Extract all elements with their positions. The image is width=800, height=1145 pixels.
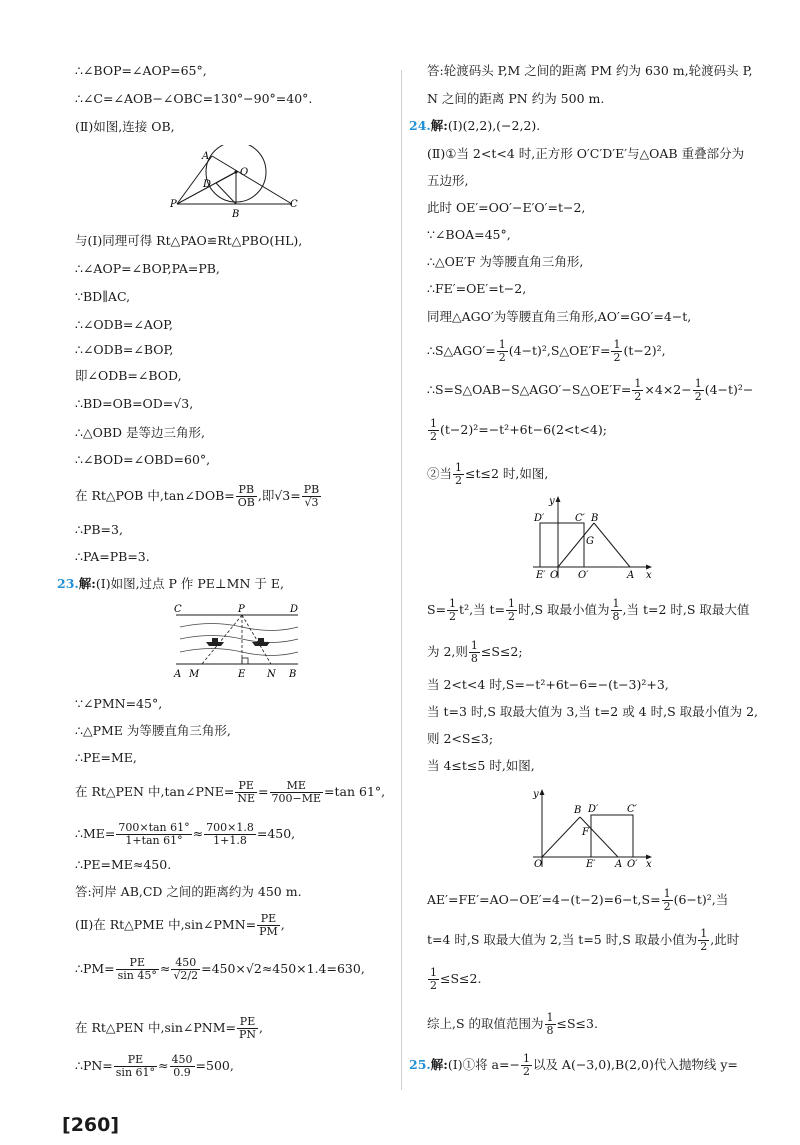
text-line: 同理△AGO′为等腰直角三角形,AO′=GO′=4−t,: [427, 309, 692, 324]
denominator: OB: [237, 496, 255, 509]
text-line: [75, 822, 295, 847]
text-span: 在 Rt△PEN 中,sin∠PNM=: [75, 1020, 236, 1035]
numerator: 1: [470, 639, 478, 652]
text-span: ≤S≤2.: [440, 971, 482, 986]
denominator: 8: [470, 652, 478, 665]
denominator: 2: [455, 474, 463, 487]
text-line: 当 2<t<4 时,S=−t²+6t−6=−(t−3)²+3,: [427, 677, 669, 692]
text-line: ∵BD∥AC,: [75, 289, 131, 304]
text-line: ∴∠ODB=∠BOP,: [75, 342, 174, 357]
text-line: 即∠ODB=∠BOD,: [75, 368, 182, 383]
denominator: 2: [430, 430, 437, 443]
fraction: [698, 928, 709, 953]
question-24-heading: [409, 118, 540, 134]
denominator: 2: [430, 979, 437, 992]
numerator: PE: [116, 957, 159, 970]
text-line: ∴△PME 为等腰直角三角形,: [75, 723, 231, 738]
denominator: √3: [304, 496, 319, 509]
text-span: t²,当 t=: [459, 602, 506, 617]
axis-label: x: [646, 859, 652, 870]
text-line: 此时 OE′=OO′−E′O′=t−2,: [427, 200, 586, 215]
axis-label: y: [533, 789, 539, 800]
denominator: 1+tan 61°: [125, 834, 183, 847]
point-label: F: [582, 827, 589, 838]
numerator: 1: [634, 377, 642, 390]
text-span: 时,S 取最小值为: [518, 602, 610, 617]
text-span: ≤t≤2 时,如图,: [465, 466, 549, 481]
text-line: N 之间的距离 PN 约为 500 m.: [427, 91, 605, 106]
numerator: 1: [430, 417, 437, 430]
fraction: [170, 1054, 195, 1079]
text-span: 在 Rt△PEN 中,tan∠PNE=: [75, 784, 235, 799]
text-line: ∴PB=3,: [75, 522, 123, 537]
text-span: ≤S≤2;: [480, 644, 523, 659]
fraction: [632, 378, 643, 403]
text-span: 为 2,则: [427, 644, 468, 659]
denominator: PN: [239, 1028, 257, 1041]
river-ferry-figure: [172, 602, 302, 682]
text-line: 五边形,: [427, 173, 469, 188]
text-line: ∴BD=OB=OD=√3,: [75, 396, 194, 411]
denominator: 2: [634, 390, 642, 403]
question-number: 25.: [409, 1057, 431, 1072]
numerator: 1: [449, 597, 457, 610]
point-label: D′: [534, 513, 545, 524]
fraction: [302, 484, 322, 509]
fraction: [257, 913, 280, 938]
text-line: [75, 484, 322, 509]
text-line: [427, 928, 739, 953]
text-span: ∴PN=: [75, 1058, 113, 1073]
text-line: [427, 967, 481, 992]
denominator: 2: [613, 351, 621, 364]
text-line: [427, 339, 666, 364]
fraction: [611, 339, 622, 364]
solution-label: 解:: [430, 118, 448, 133]
column-divider: [401, 70, 402, 1090]
fraction: [171, 957, 200, 982]
text-line: ∴∠BOP=∠AOP=65°,: [75, 63, 207, 78]
point-label: E′: [586, 859, 596, 870]
text-span: =500,: [195, 1058, 234, 1073]
fraction: [116, 957, 159, 982]
numerator: PB: [236, 484, 257, 497]
point-label: A: [174, 669, 182, 680]
text-line: [427, 462, 548, 487]
fraction: [453, 462, 464, 487]
text-line: [427, 598, 749, 623]
question-number: 24.: [409, 118, 431, 133]
text-span: ≈: [192, 826, 204, 841]
point-label: M: [189, 669, 200, 680]
text-span: (Ⅰ)①将 a=−: [447, 1057, 520, 1072]
text-line: 与(Ⅰ)同理可得 Rt△PAO≌Rt△PBO(HL),: [75, 233, 303, 248]
point-label: B: [289, 669, 297, 680]
text-span: 在 Rt△POB 中,tan∠DOB=: [75, 488, 235, 503]
text-span: 综上,S 的取值范围为: [427, 1016, 544, 1031]
text-span: ∴S△AGO′=: [427, 343, 496, 358]
fraction: [114, 1054, 157, 1079]
fraction: [270, 780, 324, 805]
text-span: ,即√3=: [257, 488, 301, 503]
text-line: (Ⅱ)①当 2<t<4 时,正方形 O′C′D′E′与△OAB 重叠部分为: [427, 146, 745, 161]
text-span: =tan 61°,: [324, 784, 386, 799]
text-line: ∵∠PMN=45°,: [75, 696, 163, 711]
text-span: ,: [259, 1020, 264, 1035]
text-line: [75, 1016, 263, 1041]
text-line: ∴∠ODB=∠AOP,: [75, 317, 173, 332]
text-span: ≤S≤3.: [556, 1016, 598, 1031]
text-line: ∴∠BOD=∠OBD=60°,: [75, 452, 211, 467]
point-label: O′: [578, 570, 589, 580]
text-line: [75, 780, 385, 805]
text-line: [427, 418, 607, 443]
point-label: P: [238, 604, 245, 615]
text-line: 答:河岸 AB,CD 之间的距离约为 450 m.: [75, 884, 302, 899]
fraction: [447, 598, 458, 623]
point-label: C: [174, 604, 182, 615]
text-span: AE′=FE′=AO−OE′=4−(t−2)=6−t,S=: [427, 892, 661, 907]
denominator: 0.9: [173, 1066, 191, 1079]
text-line: 答:轮渡码头 P,M 之间的距离 PM 约为 630 m,轮渡码头 P,: [427, 63, 753, 78]
text-span: (4−t)²−: [704, 382, 754, 397]
text-span: ,: [280, 917, 285, 932]
denominator: 2: [498, 351, 506, 364]
question-25-heading: [409, 1053, 738, 1078]
numerator: 700×1.8: [206, 821, 254, 834]
text-span: (4−t)²,S△OE′F=: [508, 343, 611, 358]
text-line: ∴PA=PB=3.: [75, 549, 150, 564]
point-label: D: [290, 604, 299, 615]
fraction: [204, 822, 256, 847]
point-label: D: [203, 179, 212, 190]
circle-tangent-figure: [170, 145, 300, 220]
text-span: =450,: [256, 826, 296, 841]
point-label: A: [615, 859, 623, 870]
denominator: 8: [612, 610, 620, 623]
text-line: [75, 957, 365, 982]
point-label: B: [574, 805, 582, 816]
text-line: [427, 378, 753, 403]
point-label: C′: [575, 513, 585, 524]
page-number: [260]: [62, 1114, 120, 1136]
text-line: ∴∠AOP=∠BOP,PA=PB,: [75, 261, 220, 276]
fraction: [693, 378, 704, 403]
text-span: =450×√2≈450×1.4=630,: [201, 961, 365, 976]
text-span: S=: [427, 602, 447, 617]
numerator: 1: [612, 597, 620, 610]
text-span: ≈: [159, 961, 171, 976]
point-label: P: [170, 199, 177, 210]
fraction: [428, 418, 439, 443]
solution-label: 解:: [430, 1057, 448, 1072]
point-label: G: [586, 536, 594, 547]
point-label: O: [550, 570, 559, 580]
numerator: 1: [663, 887, 671, 900]
text-span: 以及 A(−3,0),B(2,0)代入抛物线 y=: [532, 1057, 738, 1072]
numerator: 450: [171, 1053, 193, 1066]
text-line: ∴∠C=∠AOB−∠OBC=130°−90°=40°.: [75, 91, 313, 106]
numerator: 1: [498, 338, 506, 351]
point-label: B: [591, 513, 599, 524]
fraction: [237, 1016, 258, 1041]
text-line: [427, 888, 728, 913]
text-line: [427, 1012, 598, 1037]
text-line: (Ⅱ)如图,连接 OB,: [75, 119, 175, 134]
denominator: 2: [663, 900, 671, 913]
denominator: 700−ME: [271, 792, 322, 805]
point-label: C′: [627, 804, 637, 815]
text-span: ∴PM=: [75, 961, 115, 976]
text-line: ∴FE′=OE′=t−2,: [427, 281, 527, 296]
point-label: E: [238, 669, 246, 680]
denominator: 8: [546, 1024, 554, 1037]
fraction: [116, 822, 191, 847]
numerator: 450: [171, 957, 200, 970]
point-label: A: [627, 570, 635, 580]
axis-label: x: [646, 570, 652, 580]
denominator: PM: [259, 925, 278, 938]
fraction: [469, 640, 480, 665]
numerator: 1: [700, 927, 708, 940]
text-span: (6−t)²,当: [673, 892, 729, 907]
text-span: ②当: [427, 466, 453, 481]
text-span: (Ⅰ)如图,过点 P 作 PE⊥MN 于 E,: [95, 576, 284, 591]
numerator: 1: [613, 338, 621, 351]
text-span: (Ⅱ)在 Rt△PME 中,sin∠PMN=: [75, 917, 257, 932]
text-line: 当 t=3 时,S 取最大值为 3,当 t=2 或 4 时,S 取最小值为 2,: [427, 704, 759, 719]
numerator: 700×tan 61°: [118, 821, 190, 834]
fraction: [506, 598, 517, 623]
numerator: 1: [546, 1011, 554, 1024]
question-23-heading: [57, 576, 284, 592]
coordinate-figure-1: [528, 492, 658, 580]
text-line: ∴△OE′F 为等腰直角三角形,: [427, 254, 584, 269]
denominator: 1+1.8: [213, 834, 247, 847]
point-label: O′: [627, 859, 638, 870]
text-span: ≈: [158, 1058, 169, 1073]
text-span: ∴ME=: [75, 826, 116, 841]
numerator: ME: [270, 780, 324, 793]
point-label: O: [534, 859, 543, 870]
text-line: [75, 1054, 234, 1079]
numerator: 1: [522, 1052, 530, 1065]
denominator: √2/2: [173, 969, 199, 982]
text-span: ∴S=S△OAB−S△AGO′−S△OE′F=: [427, 382, 632, 397]
point-label: O: [240, 167, 249, 178]
solution-label: 解:: [78, 576, 96, 591]
numerator: PE: [257, 913, 280, 926]
denominator: 2: [508, 610, 516, 623]
text-line: 则 2<S≤3;: [427, 731, 494, 746]
text-span: =: [258, 784, 269, 799]
fraction: [235, 780, 257, 805]
text-span: ×4×2−: [644, 382, 692, 397]
denominator: sin 61°: [115, 1066, 156, 1079]
denominator: NE: [237, 792, 256, 805]
point-label: C: [290, 199, 298, 210]
point-label: N: [267, 669, 276, 680]
text-line: [427, 640, 523, 665]
numerator: 1: [694, 377, 702, 390]
point-label: E′: [536, 570, 546, 580]
text-line: ∴△OBD 是等边三角形,: [75, 425, 205, 440]
numerator: PE: [237, 1016, 258, 1029]
fraction: [497, 339, 508, 364]
text-span: (t−2)²=−t²+6t−6(2<t<4);: [440, 422, 607, 437]
point-label: B: [232, 209, 240, 220]
numerator: 1: [430, 966, 437, 979]
text-line: ∴PE=ME,: [75, 750, 137, 765]
text-span: ,当 t=2 时,S 取最大值: [622, 602, 750, 617]
fraction: [662, 888, 673, 913]
coordinate-figure-2: [528, 785, 658, 870]
denominator: sin 45°: [117, 969, 157, 982]
fraction: [611, 598, 622, 623]
text-line: 当 4≤t≤5 时,如图,: [427, 758, 535, 773]
text-span: (t−2)²,: [623, 343, 666, 358]
text-span: ,此时: [710, 932, 740, 947]
fraction: [428, 967, 439, 992]
fraction: [521, 1053, 532, 1078]
denominator: 2: [449, 610, 457, 623]
point-label: A: [202, 151, 210, 162]
denominator: 2: [522, 1065, 530, 1078]
denominator: 2: [694, 390, 702, 403]
denominator: 2: [700, 940, 708, 953]
text-span: t=4 时,S 取最大值为 2,当 t=5 时,S 取最小值为: [427, 932, 698, 947]
text-line: ∴PE=ME≈450.: [75, 857, 172, 872]
text-line: ∵∠BOA=45°,: [427, 227, 511, 242]
axis-label: y: [549, 496, 555, 507]
numerator: PE: [114, 1054, 157, 1067]
numerator: 1: [455, 461, 463, 474]
numerator: PE: [235, 780, 257, 793]
page-number-value: 260: [70, 1114, 111, 1136]
numerator: 1: [508, 597, 516, 610]
text-line: [75, 913, 285, 938]
fraction: [545, 1012, 556, 1037]
numerator: PB: [303, 483, 320, 496]
text-span: (Ⅰ)(2,2),(−2,2).: [447, 118, 541, 133]
point-label: D′: [588, 804, 599, 815]
question-number: 23.: [57, 576, 79, 591]
fraction: [236, 484, 257, 509]
